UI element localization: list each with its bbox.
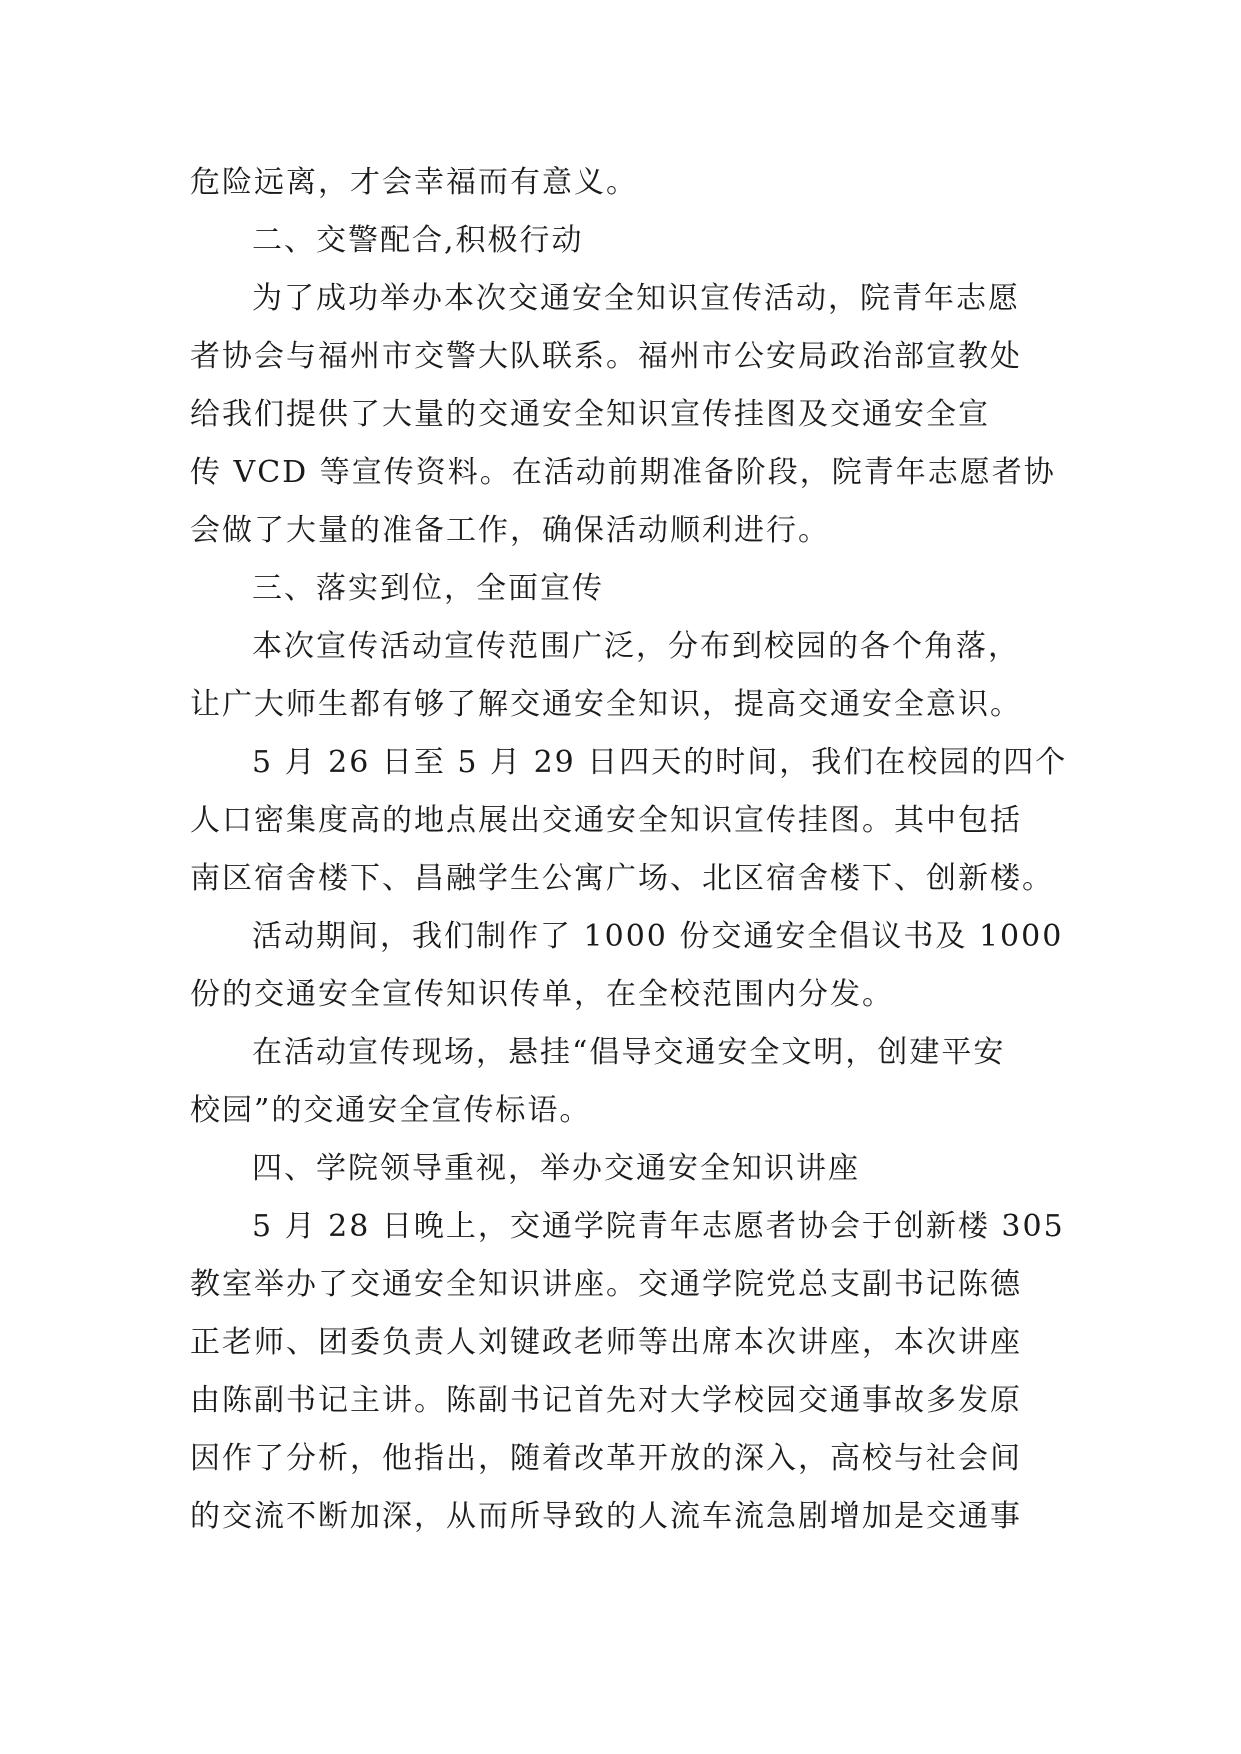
section-heading-2: 二、交警配合,积极行动 [252, 223, 584, 258]
text-line: 会做了大量的准备工作，确保活动顺利进行。 [190, 513, 830, 548]
text-line: 危险远离，才会幸福而有意义。 [190, 165, 638, 200]
text-line: 传 VCD 等宣传资料。在活动前期准备阶段，院青年志愿者协 [190, 455, 1056, 490]
text-line: 5 月 26 日至 5 月 29 日四天的时间，我们在校园的四个 [252, 745, 1068, 780]
text-line: 5 月 28 日晚上，交通学院青年志愿者协会于创新楼 305 [252, 1209, 1065, 1244]
text-line: 份的交通安全宣传知识传单，在全校范围内分发。 [190, 977, 894, 1012]
text-line: 教室举办了交通安全知识讲座。交通学院党总支副书记陈德 [190, 1267, 1022, 1302]
text-line: 让广大师生都有够了解交通安全知识，提高交通安全意识。 [190, 687, 1022, 722]
text-line: 在活动宣传现场，悬挂“倡导交通安全文明，创建平安 [252, 1035, 1006, 1070]
text-line: 者协会与福州市交警大队联系。福州市公安局政治部宣教处 [190, 339, 1022, 374]
text-line: 由陈副书记主讲。陈副书记首先对大学校园交通事故多发原 [190, 1383, 1022, 1418]
text-line: 为了成功举办本次交通安全知识宣传活动，院青年志愿 [252, 281, 1020, 316]
text-line: 给我们提供了大量的交通安全知识宣传挂图及交通安全宣 [190, 397, 990, 432]
text-line: 人口密集度高的地点展出交通安全知识宣传挂图。其中包括 [190, 803, 1022, 838]
text-line: 正老师、团委负责人刘键政老师等出席本次讲座，本次讲座 [190, 1325, 1022, 1360]
text-line: 本次宣传活动宣传范围广泛，分布到校园的各个角落， [252, 629, 1020, 664]
section-heading-3: 三、落实到位，全面宣传 [252, 571, 604, 606]
text-line: 活动期间，我们制作了 1000 份交通安全倡议书及 1000 [252, 919, 1064, 954]
text-line: 校园”的交通安全宣传标语。 [190, 1093, 592, 1128]
text-line: 南区宿舍楼下、昌融学生公寓广场、北区宿舍楼下、创新楼。 [190, 861, 1054, 896]
text-line: 的交流不断加深，从而所导致的人流车流急剧增加是交通事 [190, 1499, 1022, 1534]
text-line: 因作了分析，他指出，随着改革开放的深入，高校与社会间 [190, 1441, 1022, 1476]
section-heading-4: 四、学院领导重视，举办交通安全知识讲座 [252, 1151, 860, 1186]
